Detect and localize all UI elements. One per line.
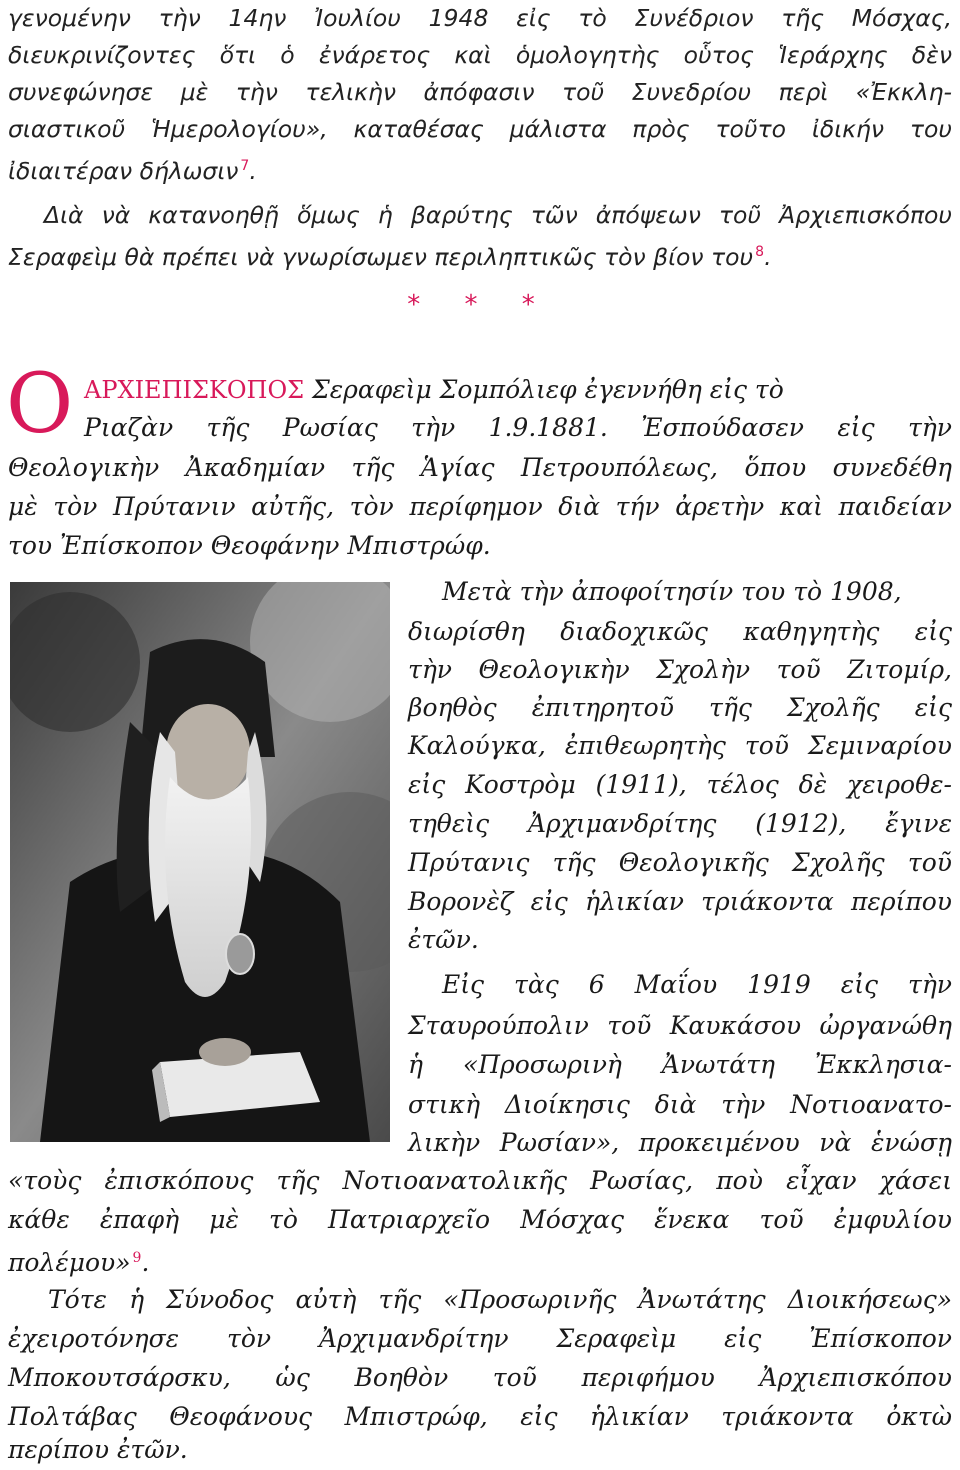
intro-line-4: σιαστικοῦ Ἡμερολογίου», καταθέσας μάλιστα πρὸς τοῦτο ἰδικήν του: [8, 115, 952, 143]
last-line-5: περίπου ἐτῶν.: [8, 1435, 188, 1464]
bio-line-1-text: Σεραφεὶμ Σομπόλιεφ ἐγεννήθη εἰς τὸ: [304, 375, 784, 404]
col-line-8: Πρύτανις τῆς Θεολογικῆς Σχολῆς τοῦ: [408, 848, 952, 877]
footnote-ref-9[interactable]: 9: [132, 1250, 142, 1266]
col-line-2: διωρίσθη διαδοχικῶς καθηγητὴς εἰς: [408, 617, 952, 646]
col-line-6: εἰς Κοστρὸμ (1911), τέλος δὲ χειροθε-: [408, 770, 952, 799]
col-line-15: λικὴν Ρωσίαν», προκειμένου νὰ ἑνώσῃ: [408, 1128, 952, 1157]
archbishop-portrait-photo: [10, 582, 390, 1142]
col-line-3: τὴν Θεολογικὴν Σχολὴν τοῦ Ζιτομίρ,: [408, 655, 952, 684]
col-line-4: βοηθὸς ἐπιτηρητοῦ τῆς Σχολῆς εἰς: [408, 693, 952, 722]
full-line-1: «τοὺς ἐπισκόπους τῆς Νοτιοανατολικῆς Ρωσίας, ποὺ εἶχαν χάσει: [8, 1166, 952, 1195]
section-separator: * * *: [407, 290, 553, 320]
full-line-3-text: πολέμου»: [8, 1248, 131, 1277]
para2-line-1: Διὰ νὰ κατανοηθῇ ὅμως ἡ βαρύτης τῶν ἀπόψεων τοῦ Ἀρχιεπισκόπου: [44, 201, 952, 229]
last-line-3: Μποκουτσάρσκυ, ὡς Βοηθὸν τοῦ περιφήμου Ἀρχιεπισκόπου: [8, 1363, 952, 1392]
para2-line-2-text: Σεραφεὶμ θὰ πρέπει νὰ γνωρίσωμεν περιληπτικῶς τὸν βίον του: [8, 243, 754, 271]
col-line-14: στικὴ Διοίκησις διὰ τὴν Νοτιοανατο-: [408, 1090, 952, 1119]
col-line-9: Βορονὲζ εἰς ἡλικίαν τριάκοντα περίπου: [408, 887, 952, 916]
caps-word: ΑΡΧΙΕΠΙΣΚΟΠΟΣ: [84, 376, 305, 404]
bio-line-1: [84, 372, 784, 408]
drop-cap: Ο: [6, 357, 74, 452]
col-line-13: ἡ «Προσωρινὴ Ἀνωτάτη Ἐκκλησια-: [408, 1050, 952, 1079]
footnote-ref-8[interactable]: 8: [755, 244, 765, 260]
intro-line-1: γενομένην τὴν 14ην Ἰουλίου 1948 εἰς τὸ Συνέδριον τῆς Μόσχας,: [8, 4, 952, 32]
col-line-1: Μετὰ τὴν ἀποφοίτησίν του τὸ 1908,: [442, 577, 902, 606]
bio-line-3: Θεολογικὴν Ἀκαδημίαν τῆς Ἁγίας Πετρουπόλεως, ὅπου συνεδέθη: [8, 453, 952, 482]
col-line-5: Καλούγκα, ἐπιθεωρητὴς τοῦ Σεμιναρίου: [408, 731, 952, 760]
bio-line-4: μὲ τὸν Πρύτανιν αὐτῆς, τὸν περίφημον διὰ τήν ἀρετὴν καὶ παιδείαν: [8, 492, 952, 521]
col-line-12: Σταυρούπολιν τοῦ Καυκάσου ὠργανώθη: [408, 1011, 952, 1040]
para2-line-2: Σεραφεὶμ θὰ πρέπει νὰ γνωρίσωμεν περιληπτικῶς τὸν βίον του $^8$.: [8, 243, 772, 271]
intro-line-5: ἰδιαιτέραν δήλωσιν $^7$.: [8, 157, 257, 185]
col-line-10: ἐτῶν.: [408, 925, 479, 954]
intro-line-5-text: ἰδιαιτέραν δήλωσιν: [8, 157, 239, 185]
intro-line-3: συνεφώνησε μὲ τὴν τελικὴν ἀπόφασιν τοῦ Συνεδρίου περὶ «Ἐκκλη-: [8, 78, 952, 106]
last-line-4: Πολτάβας Θεοφάνους Μπιστρώφ, εἰς ἡλικίαν τριάκοντα ὀκτὼ: [8, 1402, 952, 1431]
full-line-3: πολέμου» $^9$.: [8, 1248, 150, 1277]
footnote-ref-7[interactable]: 7: [240, 158, 250, 174]
last-line-2: ἐχειροτόνησε τὸν Ἀρχιμανδρίτην Σεραφεὶμ εἰς Ἐπίσκοπον: [8, 1324, 952, 1353]
col-line-7: τηθεὶς Ἀρχιμανδρίτης (1912), ἔγινε: [408, 809, 952, 838]
bio-line-5: του Ἐπίσκοπον Θεοφάνην Μπιστρώφ.: [8, 531, 491, 560]
full-line-2: κάθε ἐπαφὴ μὲ τὸ Πατριαρχεῖο Μόσχας ἕνεκα τοῦ ἐμφυλίου: [8, 1205, 952, 1234]
last-line-1: Τότε ἡ Σύνοδος αὐτὴ τῆς «Προσωρινῆς Ἀνωτάτης Διοικήσεως»: [48, 1285, 952, 1314]
bio-line-2: Ριαζὰν τῆς Ρωσίας τὴν 1.9.1881. Ἐσπούδασεν εἰς τὴν: [84, 413, 952, 442]
intro-line-2: διευκρινίζοντες ὅτι ὁ ἐνάρετος καὶ ὁμολογητὴς οὗτος Ἱεράρχης δὲν: [8, 41, 952, 69]
col-line-11: Εἰς τὰς 6 Μαΐου 1919 εἰς τὴν: [442, 970, 952, 999]
